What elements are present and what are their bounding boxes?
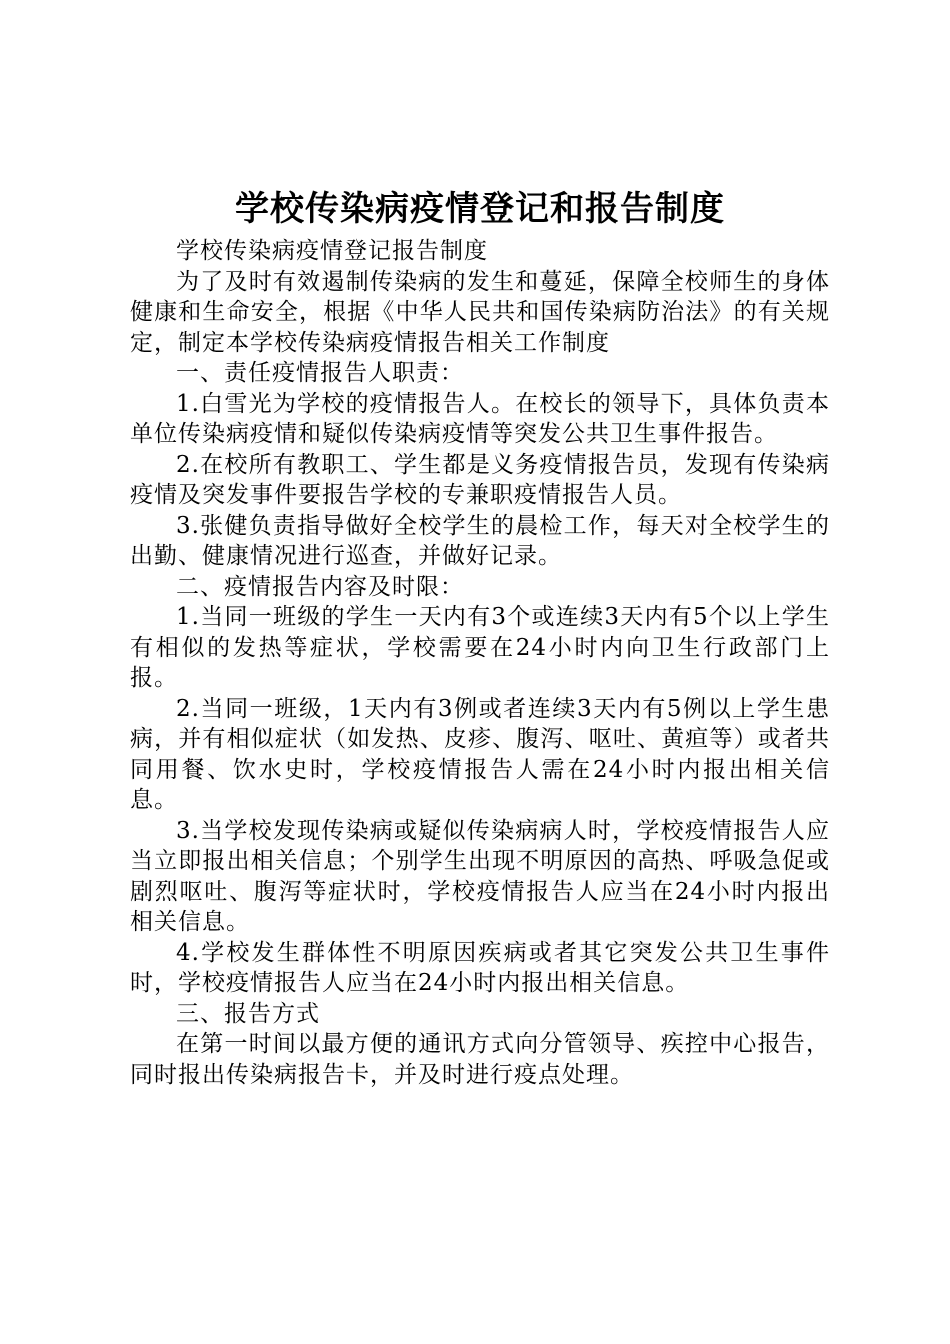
intro-paragraph: 为了及时有效遏制传染病的发生和蔓延，保障全校师生的身体健康和生命安全，根据《中华人民共和国传染病防治法》的有关规定，制定本学校传染病疫情报告相关工作制度	[130, 268, 830, 356]
section-2-item-3: 3.当学校发现传染病或疑似传染病病人时，学校疫情报告人应当立即报出相关信息；个别学生出现不明原因的高热、呼吸急促或剧烈呕吐、腹泻等症状时，学校疫情报告人应当在24小时内报出相关信息。	[130, 817, 830, 935]
section-heading-3: 三、报告方式	[176, 1000, 320, 1027]
section-2-item-1: 1.当同一班级的学生一天内有3个或连续3天内有5个以上学生有相似的发热等症状，学校需要在24小时内向卫生行政部门上报。	[130, 604, 830, 691]
section-1-item-2: 2.在校所有教职工、学生都是义务疫情报告员，发现有传染病疫情及突发事件要报告学校的专兼职疫情报告人员。	[130, 451, 830, 508]
section-1-item-1: 1.白雪光为学校的疫情报告人。在校长的领导下，具体负责本单位传染病疫情和疑似传染病疫情等突发公共卫生事件报告。	[130, 390, 830, 447]
section-2-item-4: 4.学校发生群体性不明原因疾病或者其它突发公共卫生事件时，学校疫情报告人应当在24小时内报出相关信息。	[130, 939, 830, 996]
section-1-item-3: 3.张健负责指导做好全校学生的晨检工作，每天对全校学生的出勤、健康情况进行巡查，并做好记录。	[130, 512, 830, 569]
document-title: 学校传染病疫情登记和报告制度	[235, 189, 725, 229]
section-3-body: 在第一时间以最方便的通讯方式向分管领导、疾控中心报告，同时报出传染病报告卡，并及时进行疫点处理。	[130, 1031, 830, 1088]
document-page	[130, 186, 830, 1090]
section-heading-2: 二、疫情报告内容及时限：	[176, 573, 464, 600]
section-2-item-2: 2.当同一班级，1天内有3例或者连续3天内有5例以上学生患病，并有相似症状（如发热、皮疹、腹泻、呕吐、黄疸等）或者共同用餐、饮水史时，学校疫情报告人需在24小时内报出相关信息。	[130, 695, 830, 813]
subtitle-paragraph: 学校传染病疫情登记报告制度	[176, 238, 488, 264]
section-heading-1: 一、责任疫情报告人职责：	[176, 360, 464, 386]
